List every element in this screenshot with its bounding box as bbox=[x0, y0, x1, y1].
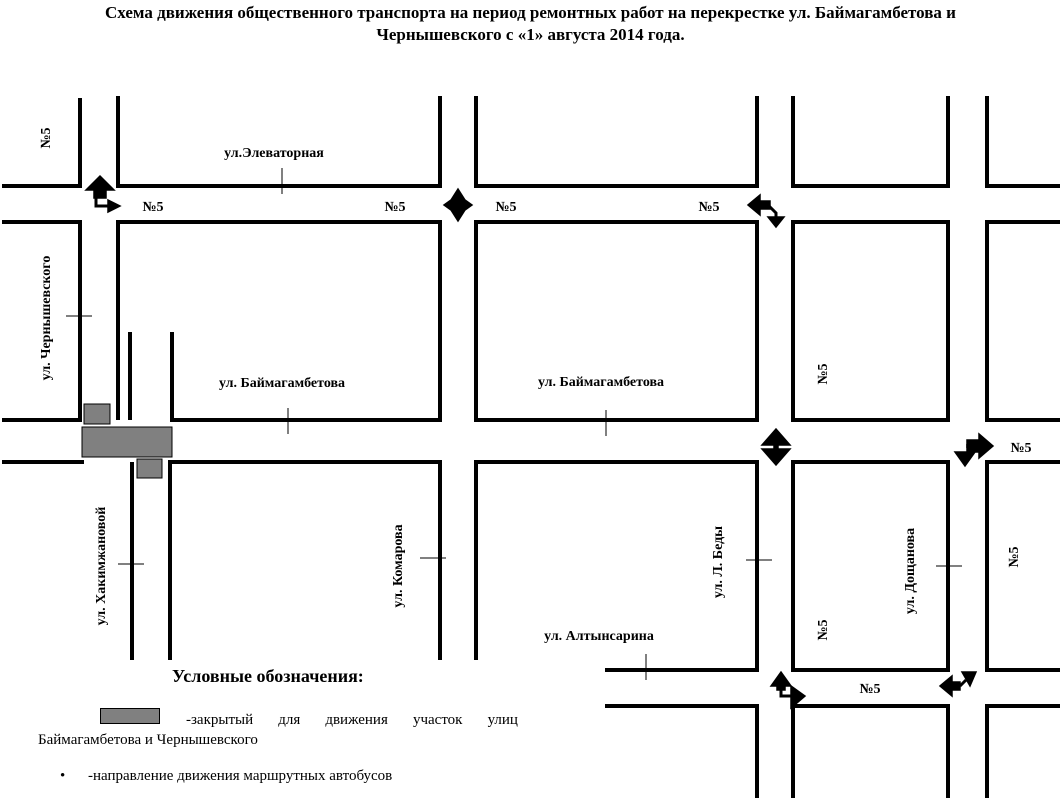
legend-title: Условные обозначения: bbox=[172, 666, 364, 686]
route-labels bbox=[39, 127, 1032, 697]
block-bottom-4 bbox=[793, 706, 948, 798]
street-label-l-bedy: ул. Л. Беды bbox=[711, 525, 726, 599]
turn-arrow-icon bbox=[940, 672, 976, 696]
legend-word: -закрытый bbox=[186, 712, 254, 728]
route-label: №5 bbox=[384, 200, 406, 215]
legend-closed-line-2: Баймагамбетова и Чернышевского bbox=[38, 732, 258, 748]
route-label: №5 bbox=[39, 127, 54, 149]
street-label-elevatornaya: ул.Элеваторная bbox=[224, 146, 324, 161]
street-label-komarova: ул. Комарова bbox=[391, 524, 406, 608]
closed-sections bbox=[82, 404, 172, 478]
legend-word: участок bbox=[412, 712, 463, 728]
street-label-doschanova: ул. Дощанова bbox=[903, 527, 918, 615]
street-label-baimagambetova-west: ул. Баймагамбетова bbox=[218, 376, 346, 391]
title-line-2: Чернышевского с «1» августа 2014 года. bbox=[376, 25, 685, 44]
title-line-1: Схема движения общественного транспорта на период ремонтных работ на перекрестке ул. Баймагамбетова и bbox=[105, 3, 956, 22]
legend-closed-line-1 bbox=[38, 710, 518, 730]
route-label: №5 bbox=[1010, 441, 1032, 456]
closed-section-north bbox=[84, 404, 110, 424]
closed-section-center bbox=[82, 427, 172, 457]
legend-bus-text: -направление движения маршрутных автобусов bbox=[88, 768, 393, 784]
block-mid-4 bbox=[793, 222, 948, 420]
route-label: №5 bbox=[698, 200, 720, 215]
turn-arrow-icon bbox=[86, 176, 120, 212]
street-label-khakimzhanovoy: ул. Хакимжановой bbox=[94, 506, 109, 626]
block-top-2 bbox=[118, 96, 440, 186]
block-mid-3 bbox=[476, 222, 757, 420]
legend-closed-text bbox=[38, 710, 518, 750]
route-label: №5 bbox=[816, 619, 831, 641]
four-way-arrow-icon bbox=[444, 189, 472, 221]
route-label: №5 bbox=[495, 200, 517, 215]
legend-word: улиц bbox=[487, 712, 518, 728]
block-mid-right bbox=[987, 222, 1060, 420]
street-label-chernyshevskogo: ул. Чернышевского bbox=[39, 255, 54, 381]
route-label: №5 bbox=[816, 363, 831, 385]
street-ticks bbox=[66, 168, 962, 680]
route-label: №5 bbox=[859, 682, 881, 697]
block-top-4 bbox=[793, 96, 948, 186]
up-down-arrow-icon bbox=[762, 429, 790, 465]
block-top-right bbox=[987, 96, 1060, 186]
block-bottom-3 bbox=[605, 706, 757, 798]
closed-section-south bbox=[137, 459, 162, 478]
street-label-baimagambetova-east: ул. Баймагамбетова bbox=[537, 375, 665, 390]
turn-arrow-icon bbox=[771, 672, 805, 708]
block-low-right bbox=[987, 462, 1060, 670]
route-label: №5 bbox=[1007, 546, 1022, 568]
bullet-icon: • bbox=[60, 768, 66, 784]
block-top-3 bbox=[476, 96, 757, 186]
block-bottom-right bbox=[987, 706, 1060, 798]
legend-word: движения bbox=[325, 712, 388, 728]
legend-bus-direction bbox=[60, 768, 392, 785]
direction-arrows bbox=[86, 176, 993, 708]
street-label-altynsarina: ул. Алтынсарина bbox=[544, 629, 654, 644]
legend-word: для bbox=[278, 712, 301, 728]
route-label: №5 bbox=[142, 200, 164, 215]
